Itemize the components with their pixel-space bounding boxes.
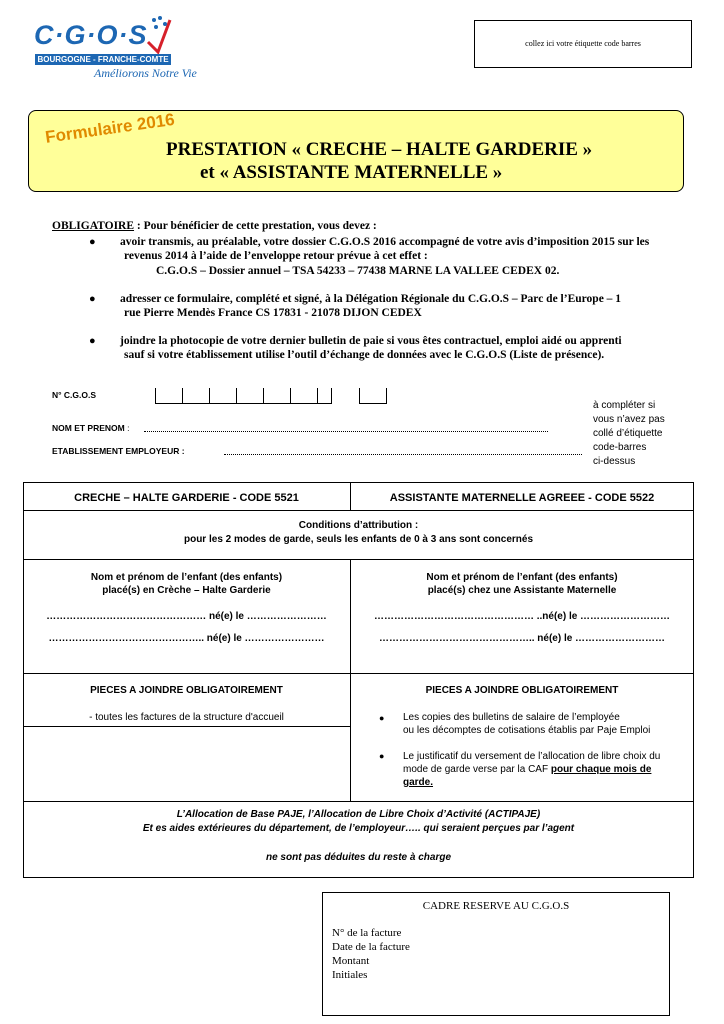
barcode-box-label: collez ici votre étiquette code barres: [525, 39, 641, 48]
side-note-line: vous n’avez pas: [593, 414, 665, 425]
side-note-line: ci-dessus: [593, 456, 636, 467]
col2-header: ASSISTANTE MATERNELLE AGREEE - CODE 5522: [389, 492, 655, 504]
bullet-icon: ●: [379, 751, 385, 761]
cgos-number-label: N° C.G.O.S: [52, 390, 97, 400]
nom-prenom-sep: :: [124, 423, 130, 433]
etablissement-label: ETABLISSEMENT EMPLOYEUR :: [52, 446, 185, 456]
col1-child-title2: placé(s) en Crèche – Halte Garderie: [102, 585, 271, 596]
obligatoire-heading: OBLIGATOIRE: [52, 220, 135, 232]
cadre-field-invoice-number: N° de la facture: [332, 927, 402, 939]
cadre-field-initials: Initiales: [332, 969, 368, 981]
nom-prenom-field[interactable]: [144, 431, 548, 432]
banner-title-line2: et « ASSISTANTE MATERNELLE »: [200, 162, 503, 183]
col2-pieces-b1-l2: ou les décomptes de cotisations établis par Paje Emploi: [403, 725, 651, 736]
col2-pieces-b2-l2: [403, 764, 651, 775]
col1-header: CRECHE – HALTE GARDERIE - CODE 5521: [74, 492, 299, 504]
col1-pieces-text: - toutes les factures de la structure d'accueil: [89, 712, 284, 723]
side-note-line: collé d’étiquette: [593, 428, 663, 439]
col2-child-title1: Nom et prénom de l’enfant (des enfants): [426, 572, 618, 583]
logo-letters: C·G·O·S: [34, 20, 148, 50]
col1-child-line1[interactable]: ………………………………………… né(e) le ……………………: [46, 611, 327, 622]
bullet1-line3: C.G.O.S – Dossier annuel – TSA 54233 – 77438 MARNE LA VALLEE CEDEX 02.: [156, 265, 560, 277]
obligatoire-intro-text: : Pour bénéficier de cette prestation, vous devez :: [134, 220, 377, 232]
col1-child-title1: Nom et prénom de l’enfant (des enfants): [90, 572, 283, 583]
cadre-field-amount: Montant: [332, 955, 370, 967]
nom-prenom-label-text: NOM ET PRENOM: [52, 423, 125, 433]
bullet-icon: ●: [89, 335, 96, 347]
side-note: [593, 399, 665, 469]
bullet-icon: ●: [89, 293, 96, 305]
banner-title-line1: PRESTATION « CRECHE – HALTE GARDERIE »: [166, 139, 593, 160]
col2-pieces-title: PIECES A JOINDRE OBLIGATOIREMENT: [425, 685, 619, 696]
col2-child-line1[interactable]: ………………………………………… ..né(e) le ………………………: [373, 611, 671, 622]
bullet1-line2: revenus 2014 à l’aide de l’enveloppe retour prévue à cet effet :: [124, 250, 428, 262]
barcode-label-box[interactable]: [474, 20, 692, 68]
form-year-tag: Formulaire 2016: [44, 109, 176, 147]
col2-pieces-b2-l3: garde.: [403, 777, 434, 788]
bullet2-line2: rue Pierre Mendès France CS 17831 - 21078 DIJON CEDEX: [124, 307, 422, 319]
col2-pieces-b2-l2-b: pour chaque mois de: [550, 764, 652, 775]
conditions-text: pour les 2 modes de garde, seuls les enfants de 0 à 3 ans sont concernés: [183, 534, 534, 545]
col1-pieces-title: PIECES A JOINDRE OBLIGATOIREMENT: [90, 685, 283, 696]
col2-pieces-b2-l1: Le justificatif du versement de l’allocation de libre choix du: [403, 751, 661, 762]
col1-child-line2[interactable]: ……………………………………….. né(e) le ……………………: [48, 633, 325, 644]
col2-pieces-b1-l1: Les copies des bulletins de salaire de l’employée: [403, 712, 620, 723]
bullet3-line2: sauf si votre établissement utilise l’outil d’échange de données avec le C.G.O.S (Liste de présence).: [124, 349, 605, 361]
col2-child-title2: placé(s) chez une Assistante Maternelle: [427, 585, 617, 596]
etablissement-field[interactable]: [224, 454, 582, 455]
footer-line2: Et es aides extérieures du département, de l’employeur….. qui seraient perçues par l’agent: [142, 823, 575, 834]
bullet-icon: ●: [89, 236, 96, 248]
logo-region-band: BOURGOGNE - FRANCHE-COMTE: [35, 54, 171, 65]
col2-pieces-b2-l2-a: mode de garde verse par la CAF: [403, 764, 551, 775]
side-note-line: code-barres: [593, 442, 647, 453]
cadre-field-invoice-date: Date de la facture: [332, 941, 410, 953]
bullet2-line1: adresser ce formulaire, complété et signé, à la Délégation Régionale du C.G.O.S – Parc de l’Europe – 1: [120, 293, 622, 305]
footer-line3: ne sont pas déduites du reste à charge: [265, 852, 452, 863]
col2-child-line2[interactable]: ……………………………………….. né(e) le ………………………: [378, 633, 666, 644]
bullet1-line1: avoir transmis, au préalable, votre dossier C.G.O.S 2016 accompagné de votre avis d’imposition 2015 sur les: [120, 236, 650, 248]
nom-prenom-label: [52, 423, 129, 433]
footer-line1: L’Allocation de Base PAJE, l’Allocation de Libre Choix d’Activité (ACTIPAJE): [176, 809, 541, 820]
conditions-title: Conditions d’attribution :: [298, 520, 419, 531]
col1-pieces-divider: [23, 726, 350, 727]
logo-mark-icon: [146, 14, 172, 54]
bullet3-line1: joindre la photocopie de votre dernier bulletin de paie si vous êtes contractuel, emploi aidé ou apprenti: [120, 335, 622, 347]
side-note-line: à compléter si: [593, 400, 656, 411]
bullet-icon: ●: [379, 713, 385, 723]
cadre-fields: [332, 926, 410, 982]
obligatoire-intro: [52, 220, 377, 232]
logo-slogan: Améliorons Notre Vie: [94, 66, 197, 80]
cgos-number-input[interactable]: [155, 386, 388, 406]
cadre-reserve-box: [322, 892, 670, 1016]
cgos-logo: [34, 14, 234, 86]
cadre-title: CADRE RESERVE AU C.G.O.S: [422, 900, 570, 912]
